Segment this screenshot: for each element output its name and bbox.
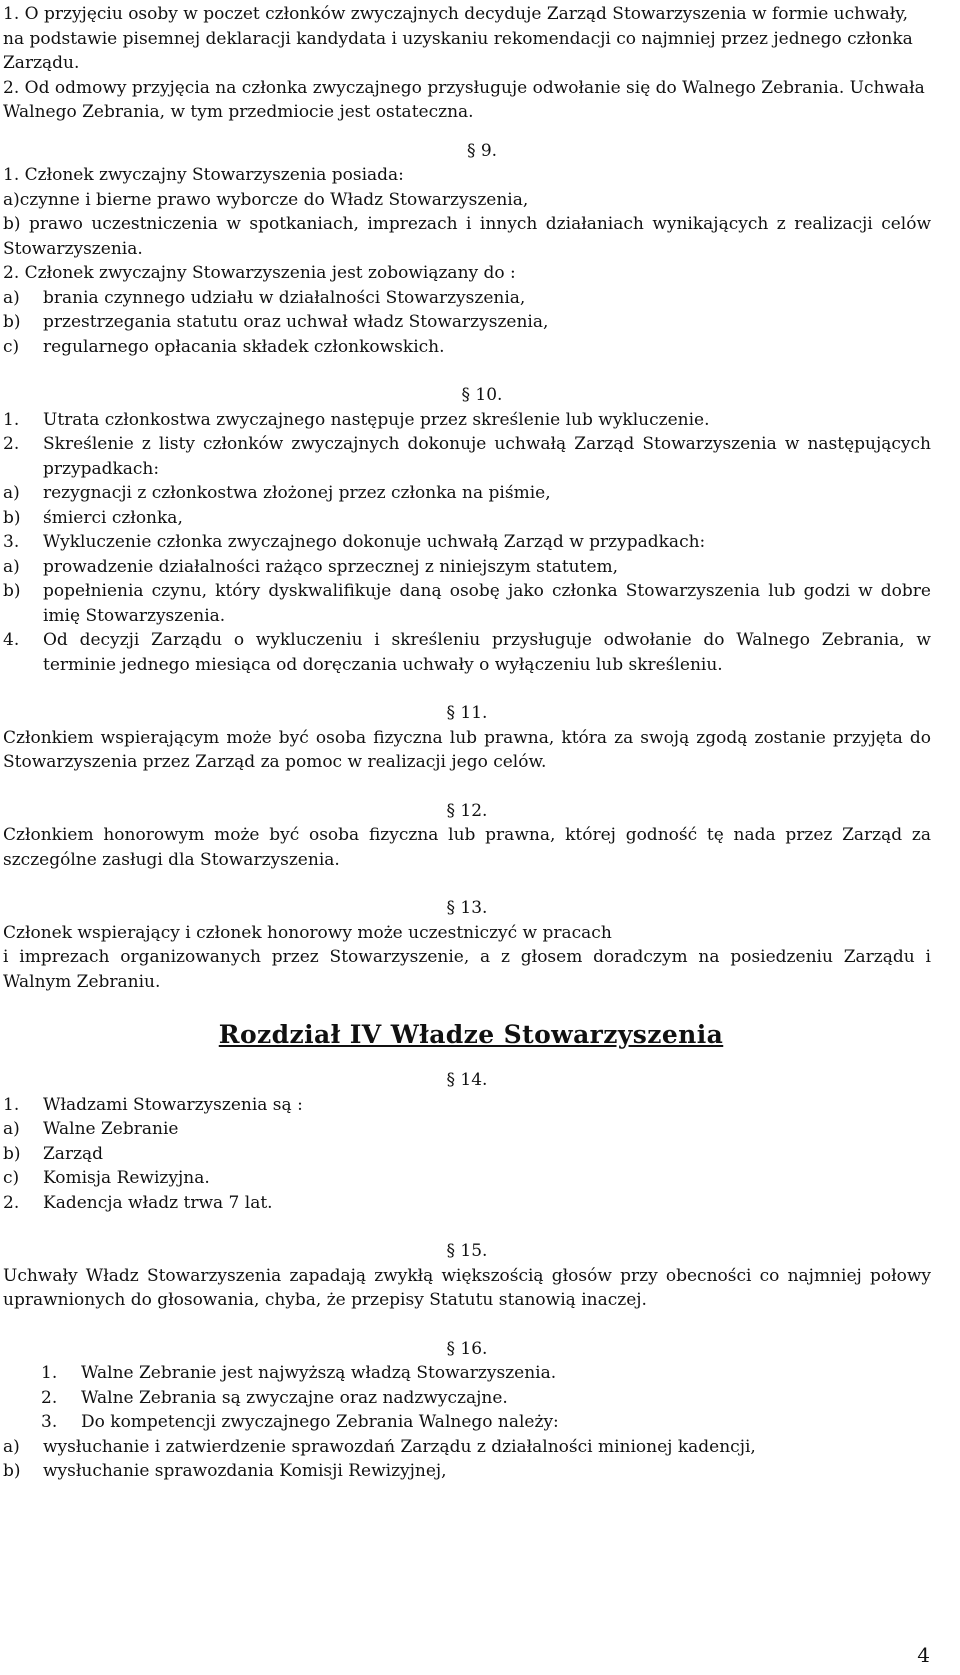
- list-item: b) popełnienia czynu, który dyskwalifikuje daną osobę jako członka Stowarzyszenia lub godzi w dobre imię Stowarzyszenia.: [3, 581, 931, 626]
- document-content: [3, 2, 931, 1484]
- point-number: 1.: [3, 4, 20, 24]
- section-13-heading: § 13.: [446, 898, 488, 918]
- list-item: 3. Do kompetencji zwyczajnego Zebrania Walnego należy:: [41, 1412, 559, 1432]
- section-11-text: Członkiem wspierającym może być osoba fizyczna lub prawna, która za swoją zgodą zostanie przyjęta do Stowarzyszenia przez Zarząd za pomoc w realizacji jego celów.: [3, 727, 931, 772]
- section-8-point-2: [3, 76, 931, 125]
- list-item: 2. Kadencja władz trwa 7 lat.: [3, 1192, 273, 1213]
- list-item: 4. Od decyzji Zarządu o wykluczeniu i skreśleniu przysługuje odwołanie do Walnego Zebrania, w terminie jednego miesiąca od doręczania uchwały o wyłączeniu lub skreśleniu.: [3, 630, 931, 675]
- section-9-point-1b: b) prawo uczestniczenia w spotkaniach, imprezach i innych działaniach wynikających z realizacji celów Stowarzyszenia.: [3, 214, 931, 259]
- list-item: 1. Utrata członkostwa zwyczajnego następuje przez skreślenie lub wykluczenie.: [3, 409, 710, 430]
- section-9-point-1a: a)czynne i bierne prawo wyborcze do Władz Stowarzyszenia,: [3, 189, 529, 210]
- list-item: b) wysłuchanie sprawozdania Komisji Rewizyjnej,: [3, 1461, 447, 1481]
- section-11-heading: § 11.: [446, 703, 488, 723]
- section-12-text: Członkiem honorowym może być osoba fizyczna lub prawna, której godność tę nada przez Zarząd za szczególne zasługi dla Stowarzyszenia.: [3, 825, 931, 870]
- chapter-title: Rozdział IV Władze Stowarzyszenia: [218, 1020, 724, 1049]
- section-13-line-1: Członek wspierający i członek honorowy może uczestniczyć w pracach: [3, 922, 612, 943]
- section-14-heading: § 14.: [446, 1070, 488, 1090]
- section-9-heading: § 9.: [466, 140, 498, 161]
- section-15-text: Uchwały Władz Stowarzyszenia zapadają zwykłą większością głosów przy obecności co najmniej połowy uprawnionych do głosowania, chyba, że przepisy Statutu stanowią inaczej.: [3, 1265, 931, 1310]
- list-item: 1. Władzami Stowarzyszenia są :: [3, 1094, 303, 1115]
- list-item: a) rezygnacji z członkostwa złożonej przez członka na piśmie,: [3, 483, 551, 503]
- list-item: 2. Skreślenie z listy członków zwyczajnych dokonuje uchwałą Zarząd Stowarzyszenia w następujących przypadkach:: [3, 434, 931, 479]
- section-9-point-2: 2. Członek zwyczajny Stowarzyszenia jest zobowiązany do :: [3, 263, 516, 283]
- point-text: Od odmowy przyjęcia na członka zwyczajnego przysługuje odwołanie się do Walnego Zebrania. Uchwała Walnego Zebrania, w tym przedmiocie jest ostateczna.: [3, 77, 925, 122]
- point-text: O przyjęciu osoby w poczet członków zwyczajnych decyduje Zarząd Stowarzyszenia w formie uchwały, na podstawie pisemnej deklaracji kandydata i uzyskaniu rekomendacji co najmniej przez jednego członka Zarządu.: [3, 4, 913, 73]
- section-8-point-1: [3, 2, 931, 76]
- list-item: a) brania czynnego udziału w działalności Stowarzyszenia,: [3, 287, 526, 308]
- list-item: a) prowadzenie działalności rażąco sprzecznej z niniejszym statutem,: [3, 556, 619, 577]
- section-15-heading: § 15.: [446, 1241, 488, 1261]
- list-item: 3. Wykluczenie członka zwyczajnego dokonuje uchwałą Zarząd w przypadkach:: [3, 532, 706, 552]
- section-10-heading: § 10.: [461, 385, 503, 405]
- list-item: a) Walne Zebranie: [3, 1119, 179, 1139]
- list-item: 1. Walne Zebranie jest najwyższą władzą Stowarzyszenia.: [41, 1363, 557, 1383]
- section-16-heading: § 16.: [446, 1338, 488, 1359]
- section-13-line-2: i imprezach organizowanych przez Stowarzyszenie, a z głosem doradczym na posiedzeniu Zarządu i Walnym Zebraniu.: [3, 947, 931, 992]
- page-number: 4: [917, 1642, 930, 1667]
- list-item: c) regularnego opłacania składek członkowskich.: [3, 336, 445, 357]
- point-number: 2.: [3, 77, 20, 98]
- list-item: b) Zarząd: [3, 1143, 104, 1164]
- list-item: b) śmierci członka,: [3, 507, 183, 528]
- list-item: 2. Walne Zebrania są zwyczajne oraz nadzwyczajne.: [41, 1387, 508, 1408]
- list-item: b) przestrzegania statutu oraz uchwał władz Stowarzyszenia,: [3, 312, 549, 332]
- list-item: c) Komisja Rewizyjna.: [3, 1168, 210, 1188]
- list-item: a) wysłuchanie i zatwierdzenie sprawozdań Zarządu z działalności minionej kadencji,: [3, 1436, 756, 1457]
- section-9-point-1: 1. Członek zwyczajny Stowarzyszenia posiada:: [3, 165, 404, 185]
- section-12-heading: § 12.: [446, 800, 488, 821]
